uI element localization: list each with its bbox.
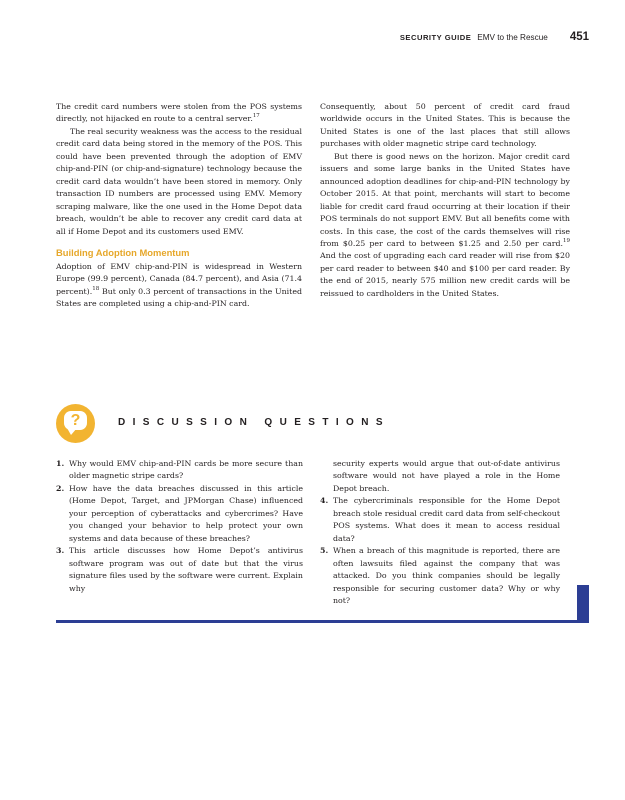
questions-column-left [56, 458, 303, 595]
question-text: This article discusses how Home Depot’s antivirus software program was out of date but that the virus signature files used by the software were current. Explain why [69, 546, 303, 593]
footnote-ref: 18 [92, 286, 100, 293]
question-number: 4. [320, 496, 329, 506]
questions-column-right [320, 458, 560, 607]
question-text: The cybercriminals responsible for the Home Depot breach stole residual credit card data from self-checkout POS systems. What does it mean to access residual data? [333, 496, 560, 543]
question-number: 1. [56, 459, 65, 468]
question-number: 5. [320, 546, 329, 556]
paragraph: But there is good news on the horizon. Major credit card issuers and some large banks in the United States have announced adoption deadlines for chip-and-PIN technology by October 2015. At that point, merchants will start to become liable for credit card fraud occurring at their location if their POS terminals do not support EMV. But all benefits come with costs. In this case, the cost of the cards themselves will rise from $0.25 per card to between $1.25 and 2.50 per card.$^{19}$ And the cost of upgrading each card reader will rise from $20 per card reader to between $40 and $100 per card reader. By the end of 2015, nearly 575 million new credit cards will be reissued to cardholders in the United States. [320, 151, 570, 298]
question-item [56, 483, 303, 545]
paragraph: The real security weakness was the access to the residual credit card data being stored in the memory of the POS. This could have been prevented through the adoption of EMV chip-and-PIN (or chip-and-signature) technology because the credit card data wouldn’t have been stored in memory. Only transaction ID numbers are processed using EMV. Memory scraping malware, like the one used in the Home Depot data breach, wouldn’t be able to recover any credit card data at all if Home Depot and its customers used EMV. [56, 126, 302, 236]
body-column-left [56, 101, 302, 311]
question-text: When a breach of this magnitude is reported, there are often lawsuits filed against the company that was attacked. Do you think companies should be legally responsible for securing customer data? Why or why not? [333, 546, 560, 605]
running-header [400, 31, 589, 45]
body-column-right [320, 101, 570, 300]
question-continuation: security experts would argue that out-of-date antivirus software would not have played a role in the Home Depot breach. [333, 459, 560, 493]
question-text: How have the data breaches discussed in this article (Home Depot, Target, and JPMorgan Chase) influenced your perception of cyberattacks and cybercrimes? Have you changed your behavior to help protect your own systems and data because of these breaches? [69, 483, 303, 543]
badge-symbol: ? [70, 412, 81, 429]
paragraph: Adoption of EMV chip-and-PIN is widespread in Western Europe (99.9 percent), Canada (84.7 percent), and Asia (71.4 percent).$^{18}$ But only 0.3 percent of transactions in the United States are completed using a chip-and-PIN card. [56, 261, 302, 309]
section-label: SECURITY GUIDE [399, 33, 472, 42]
question-item [56, 545, 303, 595]
question-item [320, 545, 560, 607]
paragraph: Consequently, about 50 percent of credit card fraud worldwide occurs in the United States. This is because the United States is one of the last places that still allows purchases with older magnetic stripe card technology. [320, 102, 570, 149]
section-heading: Building Adoption Momentum [56, 246, 190, 258]
discussion-title: DISCUSSION QUESTIONS [118, 417, 390, 428]
accent-bar [577, 585, 589, 623]
running-title: EMV to the Rescue [477, 33, 548, 42]
question-text: Why would EMV chip-and-PIN cards be more secure than older magnetic stripe cards? [69, 459, 303, 481]
question-item [56, 458, 303, 483]
footnote-ref: 17 [252, 113, 260, 120]
footnote-ref: 19 [563, 238, 570, 245]
question-mark-icon [56, 404, 95, 443]
paragraph: The credit card numbers were stolen from the POS systems directly, not hijacked en route to a central server.$^{17}$ [56, 102, 302, 124]
page-number: 451 [569, 31, 589, 43]
question-number: 3. [56, 546, 65, 556]
bottom-rule [56, 620, 589, 623]
question-number: 2. [56, 483, 65, 493]
question-item [320, 495, 560, 545]
